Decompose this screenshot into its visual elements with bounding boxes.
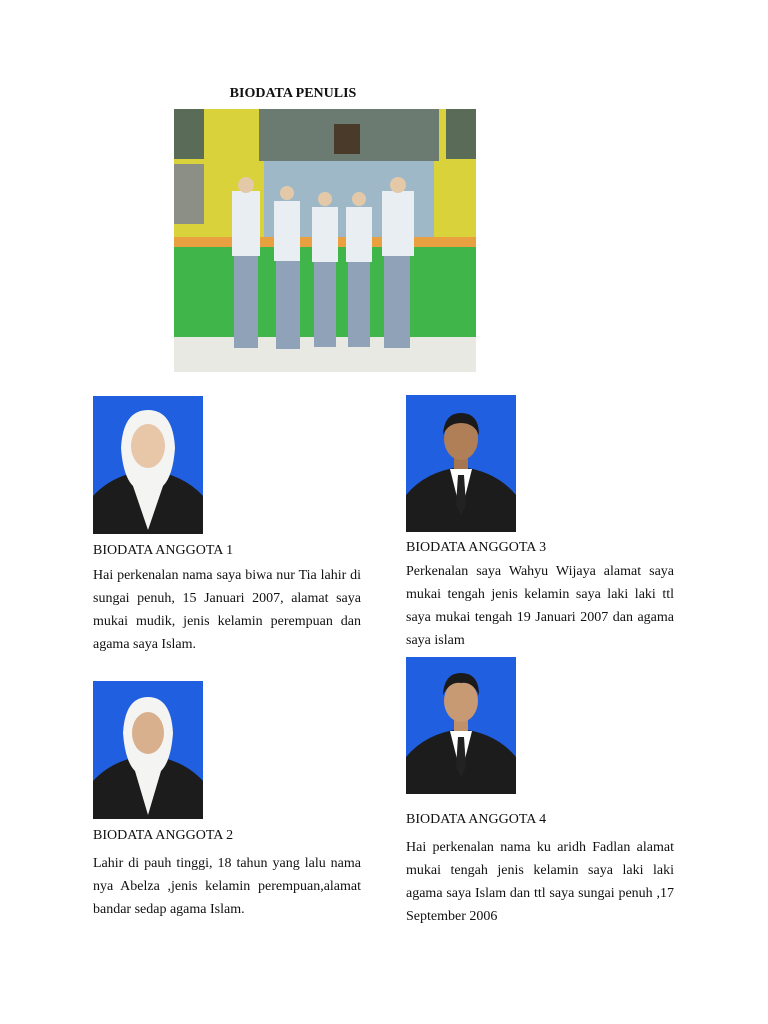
member-3-heading: BIODATA ANGGOTA 3 — [406, 540, 547, 555]
member-3-text: Perkenalan saya Wahyu Wijaya alamat saya mukai tengah jenis kelamin saya laki laki ttl saya mukai tengah 19 Januari 2007 dan agama saya islam — [406, 564, 674, 648]
document-title: BIODATA PENULIS — [229, 86, 357, 101]
portrait-member-1 — [93, 396, 203, 534]
member-2-heading: BIODATA ANGGOTA 2 — [93, 828, 234, 843]
member-2-text: Lahir di pauh tinggi, 18 tahun yang lalu nama nya Abelza ,jenis kelamin perempuan,alamat bandar sedap agama Islam. — [93, 856, 361, 917]
portrait-member-4 — [406, 657, 516, 794]
portrait-member-3 — [406, 395, 516, 532]
member-1-text: Hai perkenalan nama saya biwa nur Tia lahir di sungai penuh, 15 Januari 2007, alamat saya mukai mudik, jenis kelamin perempuan dan agama saya Islam. — [93, 568, 361, 652]
portrait-member-2 — [93, 681, 203, 819]
group-photo — [174, 109, 476, 372]
member-4-text: Hai perkenalan nama ku aridh Fadlan alamat mukai tengah jenis kelamin saya laki laki agama saya Islam dan ttl saya sungai penuh ,17 September 2006 — [406, 840, 674, 924]
member-1-heading: BIODATA ANGGOTA 1 — [93, 543, 234, 558]
member-4-heading: BIODATA ANGGOTA 4 — [406, 812, 547, 827]
